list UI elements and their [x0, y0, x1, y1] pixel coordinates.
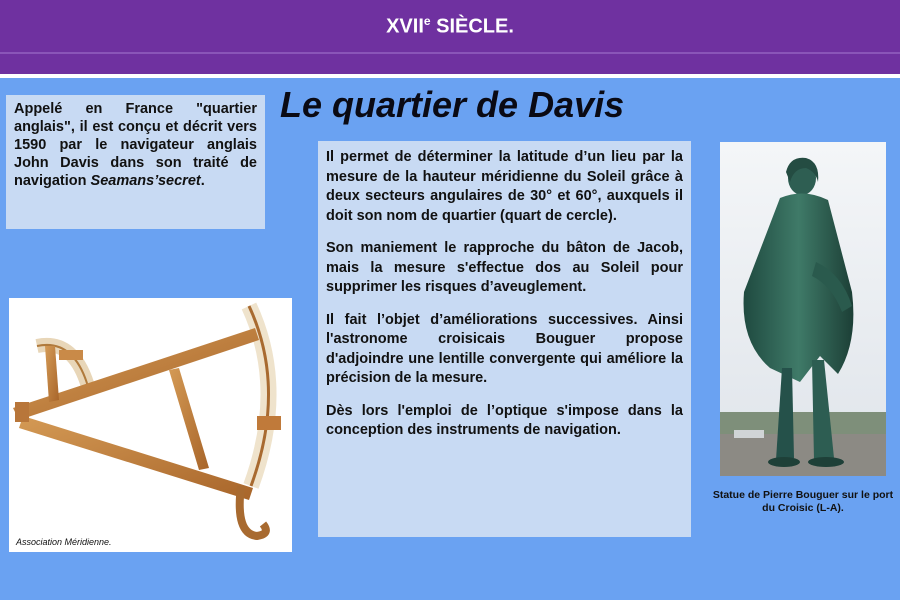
davis-quadrant-drawing	[9, 298, 292, 552]
main-paragraph-1: Il permet de déterminer la latitude d’un lieu par la mesure de la hauteur méridienne du Soleil grâce à deux secteurs angulaires de 30° et 60°, auxquels il doit son nom de quartier (quart de cercle).	[326, 149, 683, 224]
century-heading	[0, 14, 900, 39]
statue-caption: Statue de Pierre Bouguer sur le port du Croisic (L-A).	[712, 489, 894, 514]
end-vane	[257, 416, 281, 430]
statue-foot-left	[768, 457, 800, 467]
bouguer-statue-image	[720, 142, 886, 476]
left-vane	[15, 402, 29, 422]
main-paragraph-3: Il fait l’objet d’améliorations successives. Ainsi l'astronome croisicais Bouguer propose d'adjoindre une lentille convergente qui améliore la précision de la mesure.	[326, 311, 683, 386]
century-superscript: e	[423, 14, 431, 28]
intro-text: Appelé en France "quartier anglais", il est conçu et décrit vers 1590 par le navigateur anglais John Davis dans son traité de navigation	[14, 101, 257, 189]
intro-text-box	[6, 95, 265, 229]
vane-block	[59, 350, 83, 360]
quay	[720, 434, 886, 476]
intro-text-end: .	[200, 173, 205, 189]
statue-drawing	[720, 142, 886, 476]
lower-brace	[19, 416, 253, 500]
statue-foot-right	[808, 457, 844, 467]
curled-foot	[240, 486, 266, 536]
banner-divider	[0, 52, 900, 54]
main-paragraph-4: Dès lors l'emploi de l’optique s'impose dans la conception des instruments de navigation.	[326, 402, 683, 438]
main-paragraph-2: Son maniement le rapproche du bâton de Jacob, mais la mesure s'effectue dos au Soleil pour supprimer les risques d’aveuglement.	[326, 240, 683, 295]
image-credit: Association Méridienne.	[16, 537, 112, 547]
main-text-box	[318, 141, 691, 537]
century-prefix: XVII	[386, 15, 424, 38]
header-banner	[0, 0, 900, 78]
strut	[169, 368, 209, 470]
boat	[734, 430, 764, 438]
book-title: Seamans’secret	[90, 173, 201, 189]
davis-quadrant-image	[9, 298, 292, 552]
page-title: Le quartier de Davis	[280, 84, 625, 125]
vane-post	[45, 346, 59, 402]
century-suffix: SIÈCLE.	[436, 15, 514, 38]
